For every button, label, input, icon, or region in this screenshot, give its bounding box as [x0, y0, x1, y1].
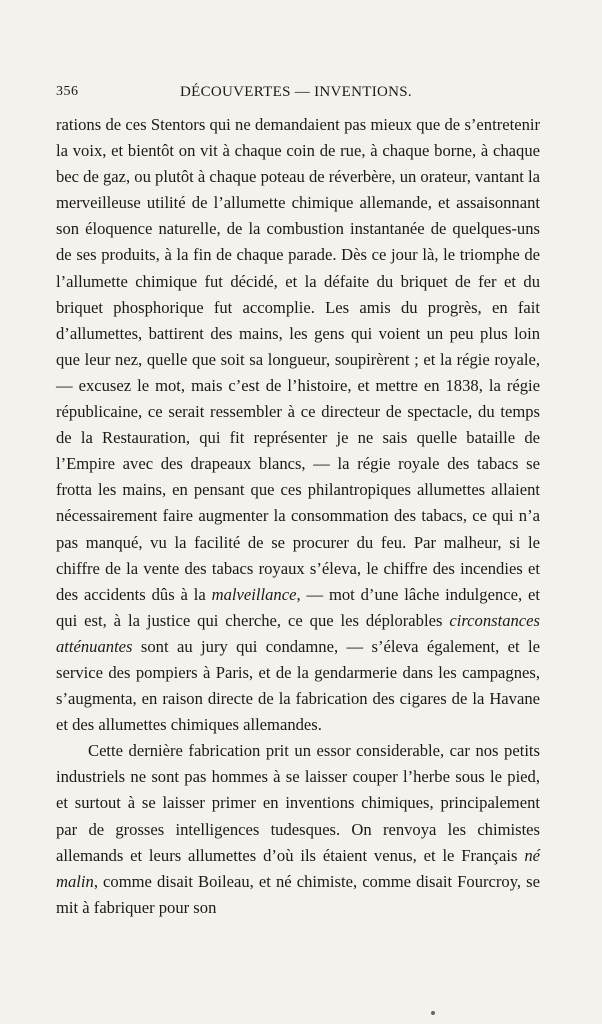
text-run: , — mot d’une lâche indulgence, et qui est, à la justice qui cherche, ce que les déplorables — [56, 584, 540, 630]
text-run: Cette dernière fabrication prit un essor considerable, car nos petits industriels ne sont pas hommes à se laisser couper l’herbe sous le pied, et surtout à se laisser primer en inventions chimiques, principalement par de grosses intelligences tudesques. On renvoya les chimistes allemands et leurs allumettes d’où ils étaient venus, et le Français — [56, 741, 540, 865]
text-run: sont au jury qui condamne, — s’éleva également, et le service des pompiers à Paris, et de la gendarmerie dans les campagnes, s’augmenta, en raison directe de la fabrication des cigares de la Havane et des allumettes chimiques allemandes. — [56, 636, 540, 735]
page-number: 356 — [56, 84, 79, 99]
page-header — [56, 84, 536, 106]
text-run: , comme disait Boileau, et né chimiste, comme disait Fourcroy, se mit à fabriquer pour son — [56, 871, 540, 917]
running-title: DÉCOUVERTES — INVENTIONS. — [179, 84, 412, 100]
italic-phrase: malveillance — [211, 584, 297, 604]
body-text — [56, 112, 540, 921]
italic-phrase: circonstances atténuantes — [56, 610, 540, 656]
paragraph — [56, 738, 540, 921]
paragraph — [56, 112, 540, 738]
text-run: rations de ces Stentors qui ne demandaient pas mieux que de s’entretenir la voix, et bientôt on vit à chaque coin de rue, à chaque borne, à chaque bec de gaz, ou plutôt à chaque poteau de réverbère, un orateur, vantant la merveilleuse utilité de l’allumette chimique allemande, et assaisonnant son éloquence naturelle, de la combustion instantanée de quelques-uns de ses produits, à la fin de chaque parade. Dès ce jour là, le triomphe de l’allumette chimique fut décidé, et la défaite du briquet de fer et du briquet phosphorique fut accomplie. Les amis du progrès, en fait d’allumettes, battirent des mains, les gens qui voient un peu plus loin que leur nez, quelle que soit sa longueur, soupirèrent ; et la régie royale, — excusez le mot, mais c’est de l’histoire, et mettre en 1838, la régie républicaine, ce serait ressembler à ce directeur de spectacle, du temps de la Restauration, qui fit représenter je ne sais quelle bataille de l’Empire avec des drapeaux blancs, — la régie royale des tabacs se frotta les mains, en pensant que ces philantropiques allumettes allaient nécessairement faire augmenter la consommation des tabacs, ce qui n’a pas manqué, vu la facilité de se procurer du feu. Par malheur, si le chiffre de la vente des tabacs royaux s’éleva, le chiffre des incendies et des accidents dûs à la — [56, 115, 541, 604]
ink-speck — [431, 1011, 435, 1015]
italic-phrase: né malin — [56, 845, 540, 891]
